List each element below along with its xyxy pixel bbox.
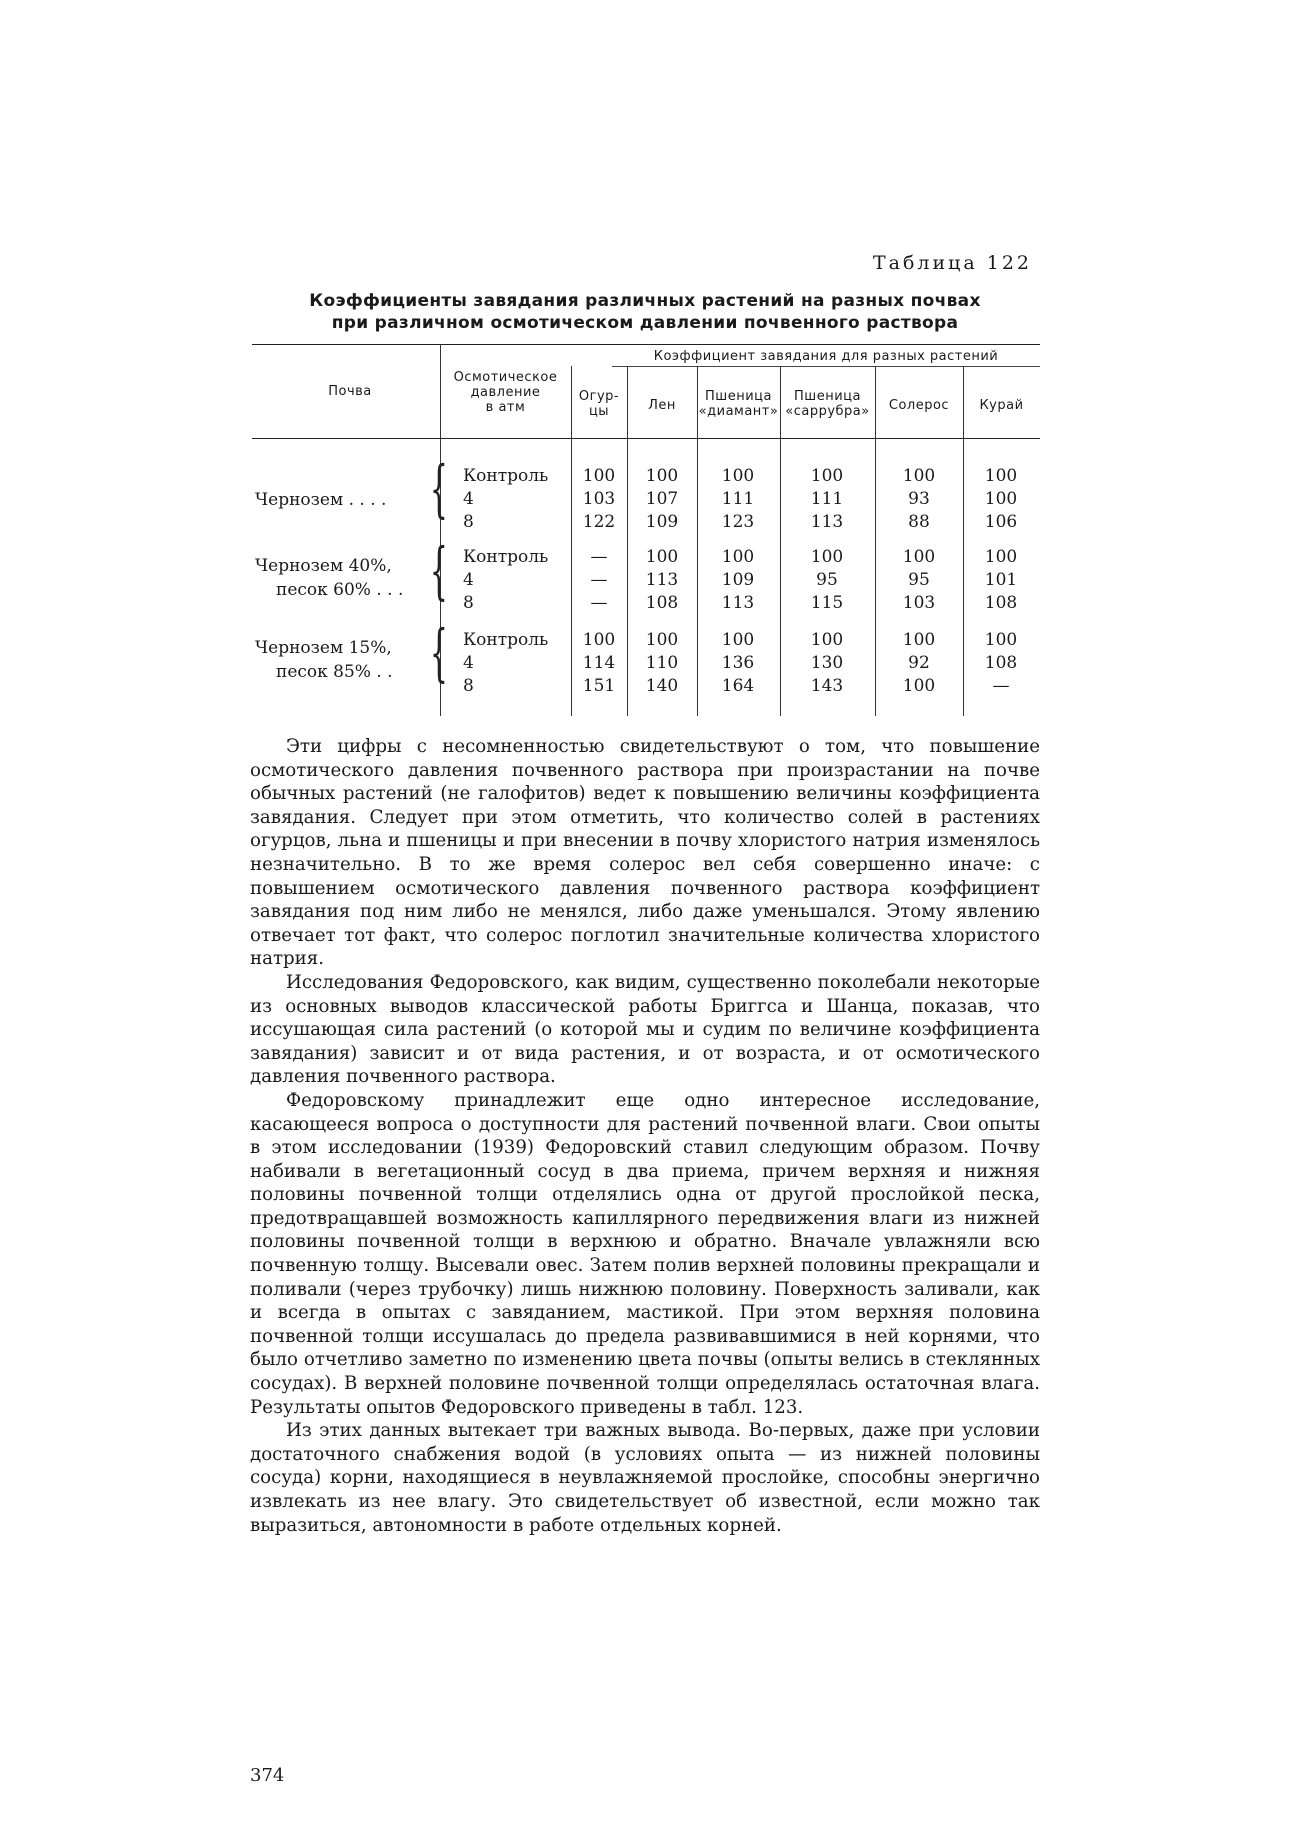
pressure-cell: 8 (463, 593, 474, 613)
coefficient-cell: 100 (902, 630, 936, 650)
table-title-line-1: Коэффициенты завядания различных растений на разных почвах (309, 291, 981, 311)
coefficient-cell: 100 (582, 630, 616, 650)
pressure-cell: Контроль (463, 547, 549, 567)
group-brace-icon: { (430, 534, 448, 607)
coefficient-cell: 115 (810, 593, 844, 613)
table-number: Таблица 122 (872, 252, 1032, 274)
coefficient-cell: 100 (902, 547, 936, 567)
soil-label: песок 85% . . (276, 662, 393, 682)
coefficient-cell: 100 (645, 466, 679, 486)
coefficient-cell: 114 (582, 653, 616, 673)
coefficient-cell: 122 (582, 512, 616, 532)
coefficient-cell: 93 (908, 489, 930, 509)
table-vrule (875, 366, 876, 716)
coefficient-cell: 136 (721, 653, 755, 673)
coefficient-cell: 100 (721, 630, 755, 650)
pressure-cell: 8 (463, 512, 474, 532)
coefficient-cell: — (992, 676, 1010, 696)
header-group: Коэффициент завядания для разных растений (653, 349, 999, 364)
coefficient-cell: 151 (582, 676, 616, 696)
group-brace-icon: { (430, 616, 448, 689)
coefficient-cell: 111 (721, 489, 755, 509)
coefficient-cell: 100 (984, 547, 1018, 567)
coefficient-cell: 109 (645, 512, 679, 532)
coefficient-cell: 100 (810, 630, 844, 650)
coefficient-cell: 88 (908, 512, 930, 532)
paragraph: Федоровскому принадлежит еще одно интересное исследование, касающееся вопроса о доступности для растений почвенной влаги. Свои опыты в этом исследовании (1939) Федоровский ставил следующим образом. Почву набивали в вегетационный сосуд в два приема, причем верхняя и нижняя половины почвенной толщи отделялись одна от другой прослойкой песка, предотвращавшей возможность капиллярного передвижения влаги из нижней половины почвенной толщи в верхнюю и обратно. Вначале увлажняли всю почвенную толщу. Высевали овес. Затем полив верхней половины прекращали и поливали (через трубочку) лишь нижнюю половину. Поверхность заливали, как и всегда в опытах с завяданием, мастикой. При этом верхняя половина почвенной толщи иссушалась до предела развивавшимися в ней корнями, что было отчетливо заметно по изменению цвета почвы (опыты велись в стеклянных сосудах). В верхней половине почвенной толщи определялась остаточная влага. Результаты опытов Федоровского приведены в табл. 123. (250, 1089, 1040, 1418)
coefficient-cell: 108 (984, 653, 1018, 673)
pressure-cell: 8 (463, 676, 474, 696)
soil-label: песок 60% . . . (276, 580, 404, 600)
body-text (250, 735, 1040, 1537)
pressure-cell: Контроль (463, 466, 549, 486)
soil-label: Чернозем . . . . (255, 490, 387, 510)
table-title-line-2: при различном осмотическом давлении почвенного раствора (331, 313, 959, 333)
data-table (0, 0, 1300, 760)
page-number: 374 (250, 1765, 285, 1786)
coefficient-cell: 100 (984, 630, 1018, 650)
header-flax: Лен (648, 398, 676, 413)
coefficient-cell: 95 (908, 570, 930, 590)
coefficient-cell: 113 (645, 570, 679, 590)
table-top-rule (252, 344, 1040, 345)
coefficient-cell: 110 (645, 653, 679, 673)
pressure-cell: Контроль (463, 630, 549, 650)
coefficient-cell: 100 (721, 547, 755, 567)
coefficient-cell: 164 (721, 676, 755, 696)
paragraph: Эти цифры с несомненностью свидетельствуют о том, что повышение осмотического давления почвенного раствора при произрастании на почве обычных растений (не галофитов) ведет к повышению величины коэффициента завядания. Следует при этом отметить, что количество солей в растениях огурцов, льна и пшеницы и при внесении в почву хлористого натрия изменялось незначительно. В то же время солерос вел себя совершенно иначе: с повышением осмотического давления почвенного раствора коэффициент завядания под ним либо не менялся, либо даже уменьшался. Этому явлению отвечает тот факт, что солерос поглотил значительные количества хлористого натрия. (250, 736, 1040, 970)
header-salicornia: Солерос (888, 398, 950, 413)
coefficient-cell: 101 (984, 570, 1018, 590)
coefficient-cell: 95 (816, 570, 838, 590)
coefficient-cell: 103 (582, 489, 616, 509)
group-brace-icon: { (430, 452, 448, 525)
coefficient-cell: — (590, 570, 608, 590)
coefficient-cell: 100 (645, 547, 679, 567)
pressure-cell: 4 (463, 653, 474, 673)
coefficient-cell: 100 (902, 466, 936, 486)
header-soil: Почва (328, 384, 372, 399)
soil-label: Чернозем 40%, (255, 556, 392, 576)
table-group-rule (612, 366, 1040, 367)
table-vrule (963, 366, 964, 716)
coefficient-cell: 100 (645, 630, 679, 650)
header-cucumbers: Огур- цы (578, 389, 620, 419)
soil-label: Чернозем 15%, (255, 638, 392, 658)
coefficient-cell: 100 (902, 676, 936, 696)
coefficient-cell: 130 (810, 653, 844, 673)
coefficient-cell: 100 (984, 489, 1018, 509)
header-pressure: Осмотическое давление в атм (453, 370, 558, 415)
paragraph: Исследования Федоровского, как видим, существенно поколебали некоторые из основных выводов классической работы Бриггса и Шанца, показав, что иссушающая сила растений (о которой мы и судим по величине коэффициента завядания) зависит и от вида растения, и от возраста, и от осмотического давления почвенного раствора. (250, 971, 1040, 1088)
header-wheat-sarrubra: Пшеница «саррубра» (785, 389, 870, 419)
coefficient-cell: 123 (721, 512, 755, 532)
coefficient-cell: 100 (721, 466, 755, 486)
pressure-cell: 4 (463, 570, 474, 590)
header-kurai: Курай (979, 398, 1024, 413)
coefficient-cell: 106 (984, 512, 1018, 532)
coefficient-cell: 143 (810, 676, 844, 696)
coefficient-cell: 100 (984, 466, 1018, 486)
coefficient-cell: 103 (902, 593, 936, 613)
coefficient-cell: 100 (582, 466, 616, 486)
coefficient-cell: 140 (645, 676, 679, 696)
coefficient-cell: 92 (908, 653, 930, 673)
coefficient-cell: 100 (810, 466, 844, 486)
coefficient-cell: 113 (810, 512, 844, 532)
coefficient-cell: 111 (810, 489, 844, 509)
coefficient-cell: 113 (721, 593, 755, 613)
pressure-cell: 4 (463, 489, 474, 509)
coefficient-cell: 100 (810, 547, 844, 567)
coefficient-cell: — (590, 547, 608, 567)
coefficient-cell: 108 (984, 593, 1018, 613)
table-header-rule (252, 438, 1040, 439)
header-wheat-diamant: Пшеница «диамант» (698, 389, 779, 419)
coefficient-cell: 108 (645, 593, 679, 613)
coefficient-cell: 109 (721, 570, 755, 590)
coefficient-cell: — (590, 593, 608, 613)
coefficient-cell: 107 (645, 489, 679, 509)
paragraph: Из этих данных вытекает три важных вывода. Во-первых, даже при условии достаточного снабжения водой (в условиях опыта — из нижней половины сосуда) корни, находящиеся в неувлажняемой прослойке, способны энергично извлекать из нее влагу. Это свидетельствует об известной, если можно так выразиться, автономности в работе отдельных корней. (250, 1420, 1040, 1536)
